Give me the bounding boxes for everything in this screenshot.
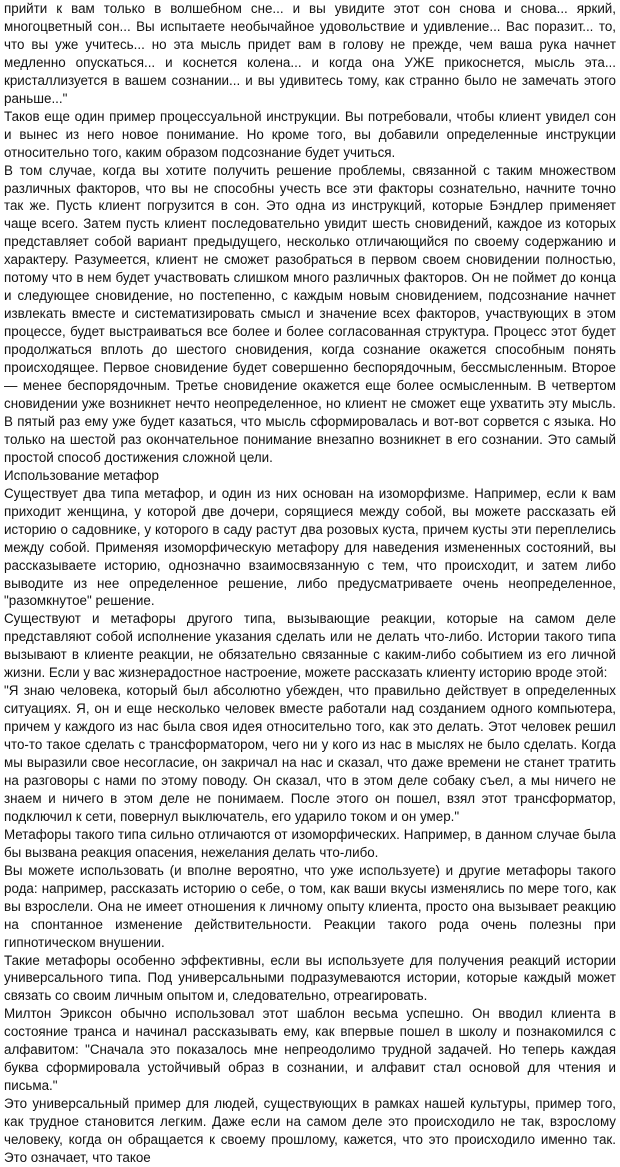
paragraph-universal-metaphors: Такие метафоры особенно эффективны, если вы используете для получения реакций истории универсального типа. Под универсальными подразумеваются истории, которые каждый может связать со своим личным опытом и, следовательно, отреагировать. xyxy=(4,952,616,1004)
paragraph-process-instruction: Таков еще один пример процессуальной инструкции. Вы потребовали, чтобы клиент увидел сон и вынес из него новое понимание. Но кроме того, вы добавили определенные инструкции относительно того, каким образом подсознание будет учиться. xyxy=(4,108,616,160)
paragraph-dream-suggestion: прийти к вам только в волшебном сне... и вы увидите этот сон снова и снова... яркий, многоцветный сон... Вы испытаете необычайное удовольствие и удивление... Вас поразит... то, что вы уже учитесь... но эта мысль придет вам в голову не прежде, чем ваша рука начнет медленно опускаться... и коснется колена... и когда она УЖЕ прикоснется, мысль эта... кристаллизуется в вашем сознании... и вы удивитесь тому, как странно было не замечать этого раньше..." xyxy=(4,1,616,106)
paragraph-six-dreams: В том случае, когда вы хотите получить решение проблемы, связанной с таким множеством различных факторов, что вы не способны учесть все эти факторы сознательно, начните точно так же. Пусть клиент погрузится в сон. Это одна из инструкций, которые Бэндлер применяет чаще всего. Затем пусть клиент последовательно увидит шесть сновидений, каждое из которых представляет собой вариант предыдущего, несколько отличающийся по своему содержанию и характеру. Разумеется, клиент не сможет разобраться в первом своем сновидении полностью, потому что в нем будет участвовать слишком много различных факторов. Он не поймет до конца и следующее сновидение, но постепенно, с каждым новым сновидением, подсознание начнет извлекать вместе и систематизировать смысл и значение всех факторов, участвующих в этом процессе, будет выстраиваться все более и более согласованная структура. Процесс этот будет продолжаться вплоть до шестого сновидения, когда сознание окажется способным понять происходящее. Первое сновидение будет совершенно беспорядочным, бессмысленным. Второе — менее беспорядочным. Третье сновидение окажется еще более осмысленным. В четвертом сновидении уже возникнет нечто неопределенное, но клиент не сможет еще ухватить эту мысль. В пятый раз ему уже будет казаться, что мысль сформировалась и вот-вот сорвется с языка. Но только на шестой раз окончательное понимание внезапно возникнет в его сознании. Это самый простой способ достижения сложной цели. xyxy=(4,162,616,465)
paragraph-isomorphic-metaphor: Существует два типа метафор, и один из них основан на изоморфизме. Например, если к вам приходит женщина, у которой две дочери, сорящиеся между собой, вы можете рассказать ей историю о садовнике, у которого в саду растут два розовых куста, причем кусты эти переплелись между собой. Применяя изоморфическую метафору для наведения измененных состояний, вы рассказываете историю, однозначно взаимосвязанную с тем, что происходит, и затем либо выводите из нее определенное решение, либо предусматриваете очень неопределенное, "разомкнутое" решение. xyxy=(4,485,616,609)
section-heading: Использование метафор xyxy=(4,467,159,483)
paragraph-metaphor-difference: Метафоры такого типа сильно отличаются от изоморфических. Например, в данном случае была бы вызвана реакция опасения, нежелания делать что-либо. xyxy=(4,826,616,860)
paragraph-erickson-alphabet: Милтон Эриксон обычно использовал этот шаблон весьма успешно. Он вводил клиента в состояние транса и начинал рассказывать ему, как впервые пошел в школу и познакомился с алфавитом: "Сначала это показалось мне непреодолимо трудной задачей. Но теперь каждая буква сформировала устойчивый образ в сознании, и алфавит стал основой для чтения и письма." xyxy=(4,1006,616,1094)
paragraph-other-metaphors: Вы можете использовать (и вполне вероятно, что уже используете) и другие метафоры такого рода: например, рассказать историю о себе, о том, как ваши вкусы изменялись по мере того, как вы взрослели. Она не имеет отношения к личному опыту клиента, просто она вызывает реакцию на спонтанное изменение действительности. Реакции такого рода очень полезны при гипнотическом внушении. xyxy=(4,862,616,950)
paragraph-transformer-story: "Я знаю человека, который был абсолютно убежден, что правильно действует в определенных ситуациях. Я, он и еще несколько человек вместе работали над созданием одного компьютера, причем у каждого из нас была своя идея относительно того, как это делать. Этот человек решил что-то такое сделать с трансформатором, чего ни у кого из нас в мыслях не было сделать. Когда мы выразили свое несогласие, он закричал на нас и сказал, что даже времени не станет тратить на разговоры с нами по этому поводу. Он сказал, что в этом деле собаку съел, а мы ничего не знаем и ничего в этом деле не понимаем. После этого он пошел, взял этот трансформатор, подключил к сети, повернул выключатель, его ударило током и он умер." xyxy=(4,683,616,824)
paragraph-universal-example: Это универсальный пример для людей, существующих в рамках нашей культуры, пример того, как трудное становится легким. Даже если на самом деле это происходило не так, взрослому человеку, когда он обращается к своему прошлому, кажется, что это происходило именно так. Это означает, что такое xyxy=(4,1096,616,1165)
paragraph-response-metaphor: Существуют и метафоры другого типа, вызывающие реакции, которые на самом деле представляют собой исполнение указания сделать или не делать что-либо. Истории такого типа вызывают в клиенте реакции, не обязательно связанные с каким-либо событием из его личной жизни. Если у вас жизнерадостное настроение, можете рассказать клиенту историю вроде этой: xyxy=(4,611,616,681)
